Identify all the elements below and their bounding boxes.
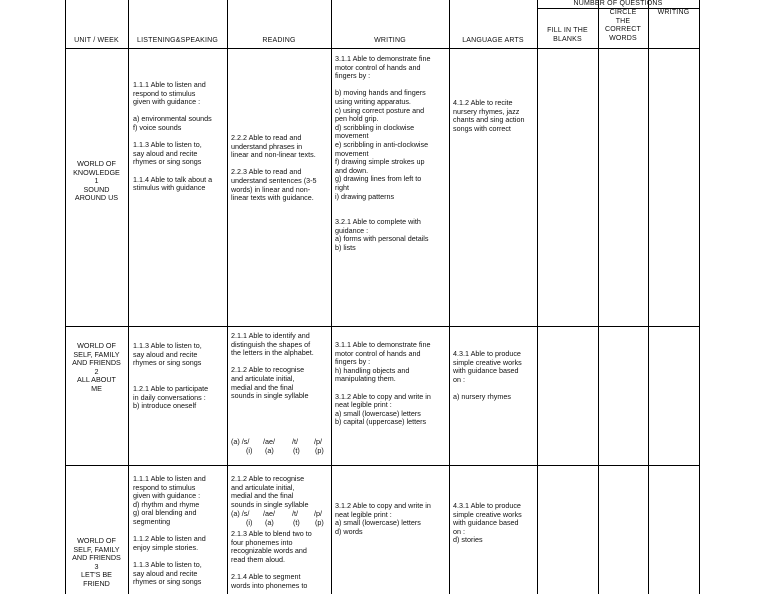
column-divider [449, 0, 450, 594]
header-circle-the-correct-words: CIRCLE THE CORRECT WORDS [604, 9, 641, 42]
row-divider [65, 465, 700, 466]
phonics-item: (a) [265, 518, 274, 527]
column-divider [331, 0, 332, 594]
reading-cell: 2.1.2 Able to recognise and articulate initial, medial and the final sounds in single syllable [231, 474, 309, 509]
unit-cell: WORLD OF SELF, FAMILY AND FRIENDS 3 LET'S BE FRIEND [72, 536, 121, 588]
table-border-right [699, 0, 700, 594]
phonics-item: (p) [315, 446, 324, 455]
phonics-item: (p) [315, 518, 324, 527]
phonics-item: /t/ [292, 509, 298, 518]
phonics-item: (a) /s/ [231, 437, 250, 446]
header-writing-questions: WRITING [657, 9, 690, 16]
header-listening-speaking: LISTENING&SPEAKING [136, 37, 218, 44]
language-arts-cell: 4.3.1 Able to produce simple creative works with guidance based on : d) stories [453, 501, 522, 545]
column-divider [648, 0, 649, 594]
header-unit-week: UNIT / WEEK [74, 37, 119, 44]
unit-cell: WORLD OF KNOWLEDGE 1 SOUND AROUND US [73, 159, 120, 203]
unit-cell: WORLD OF SELF, FAMILY AND FRIENDS 2 ALL ABOUT ME [72, 341, 121, 393]
header-writing: WRITING [374, 37, 406, 44]
writing-cell: 3.1.1 Able to demonstrate fine motor control of hands and fingers by : b) moving hands and fingers using writing apparatus. c) using correct posture and pen hold grip. d) scribbling in clockwise movement e) scribbling in anti-clockwise movement f) drawing simple strokes up and down. g) drawing lines from left to right i) drawing patterns 3.2.1 Able to complete with guidance : a) forms with personal details b) lists [335, 54, 431, 253]
header-reading: READING [262, 37, 296, 44]
phonics-item: /ae/ [263, 509, 275, 518]
language-arts-cell: 4.1.2 Able to recite nursery rhymes, jazz chants and sing action songs with correct [453, 98, 525, 133]
reading-cell: 2.2.2 Able to read and understand phrases in linear and non-linear texts. 2.2.3 Able to read and understand sentences (3-5 words) in linear and non- linear texts with guidance. [231, 133, 317, 203]
phonics-item: (i) [246, 518, 253, 527]
phonics-item: (t) [293, 518, 300, 527]
language-arts-cell: 4.3.1 Able to produce simple creative works with guidance based on : a) nursery rhymes [453, 349, 522, 401]
column-divider [537, 0, 538, 594]
header-number-of-questions: NUMBER OF QUESTIONS [573, 0, 663, 7]
reading-cell: 2.1.1 Able to identify and distinguish the shapes of the letters in the alphabet. 2.1.2 Able to recognise and articulate initial, medial and the final sounds in single syllable [231, 331, 314, 401]
phonics-item: (t) [293, 446, 300, 455]
writing-cell: 3.1.1 Able to demonstrate fine motor control of hands and fingers by : h) handling objects and manipulating them. 3.1.2 Able to copy and write in neat legible print : a) small (lowercase) letters b) capital (uppercase) letters [335, 340, 431, 427]
column-divider [227, 0, 228, 594]
phonics-item: /ae/ [263, 437, 275, 446]
header-language-arts: LANGUAGE ARTS [462, 37, 524, 44]
phonics-item: /p/ [314, 509, 322, 518]
row-divider [65, 326, 700, 327]
table-border-left [65, 0, 66, 594]
listening-cell: 1.1.1 Able to listen and respond to stimulus given with guidance : a) environmental sounds f) voice sounds 1.1.3 Able to listen to, say aloud and recite rhymes or sing songs 1.1.4 Able to talk about a stimulus with guidance [133, 80, 213, 193]
phonics-item: /p/ [314, 437, 322, 446]
reading-cell-continued: 2.1.3 Able to blend two to four phonemes into recognizable words and read them aloud. 2.1.4 Able to segment words into phonemes to [231, 529, 312, 590]
phonics-item: (i) [246, 446, 253, 455]
phonics-item: (a) [265, 446, 274, 455]
listening-cell: 1.1.1 Able to listen and respond to stimulus given with guidance : d) rhythm and rhyme g) oral blending and segmenting 1.1.2 Able to listen and enjoy simple stories. 1.1.3 Able to listen to, say aloud and recite rhymes or sing songs [133, 474, 206, 587]
header-row-divider [65, 48, 700, 49]
writing-cell: 3.1.2 Able to copy and write in neat legible print : a) small (lowercase) letters d) words [335, 501, 431, 536]
header-fill-in-the-blanks: FILL IN THE BLANKS [547, 27, 588, 43]
column-divider [598, 0, 599, 594]
column-divider [128, 0, 129, 594]
listening-cell: 1.1.3 Able to listen to, say aloud and recite rhymes or sing songs 1.2.1 Able to participate in daily conversations : b) introduce oneself [133, 341, 209, 411]
phonics-item: (a) /s/ [231, 509, 250, 518]
phonics-item: /t/ [292, 437, 298, 446]
